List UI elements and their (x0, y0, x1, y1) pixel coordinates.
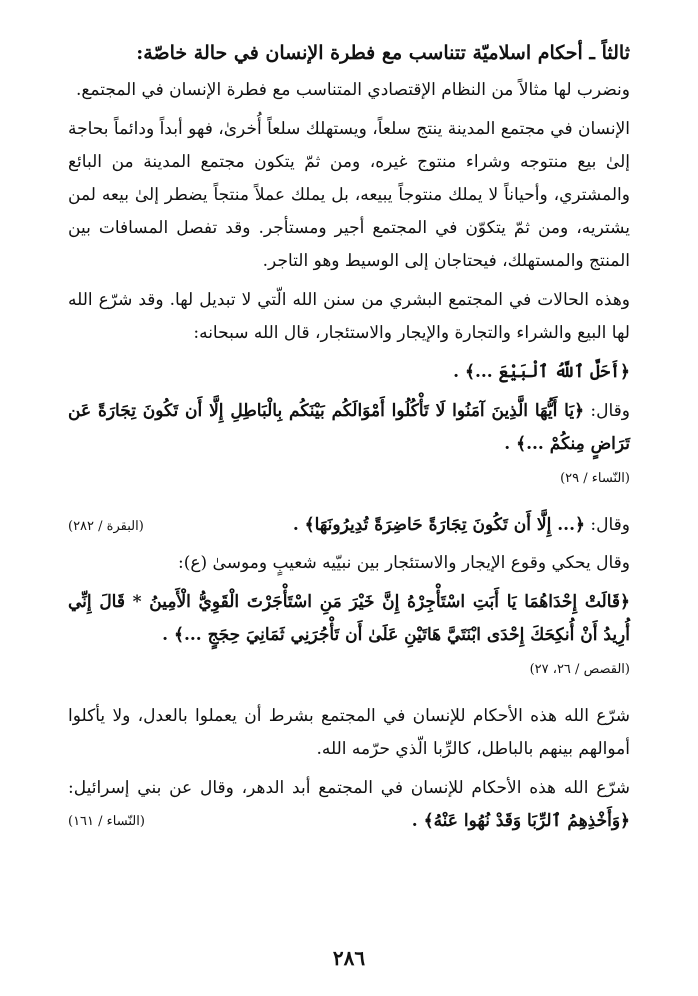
paragraph-bani-israil (68, 772, 630, 838)
paragraph-laws: وهذه الحالات في المجتمع البشري من سنن الله الّتي لا تبديل لها. وقد شرّع الله لها البيع والشراء والتجارة والإيجار والاستئجار، قال الله سبحانه: (68, 290, 630, 343)
reference-nisa-29: (النّساء / ٢٩) (560, 471, 630, 486)
paragraph-intro: ونضرب لها مثالاً من النظام الإقتصادي المتناسب مع فطرة الإنسان في المجتمع. (75, 80, 630, 100)
verse-consent-trade: ﴿يَا أَيُّهَا الَّذِينَ آمَنُوا لَا تَأْكُلُوا أَمْوَالَكُم بَيْنَكُم بِالْبَاطِلِ إِلَّا أَن تَكُونَ تِجَارَةً عَن تَرَاضٍ مِنكُمْ ...﴾ . (68, 401, 630, 454)
verse-present-trade: ﴿... إِلَّا أَن تَكُونَ تِجَارَةً حَاضِرَةً تُدِيرُونَهَا﴾ . (292, 515, 585, 535)
paragraph-city-society: الإنسان في مجتمع المدينة ينتج سلعاً، ويستهلك سلعاً أُخرىٰ، فهو أبداً ودائماً بحاجة إلىٰ بيع منتوجه وشراء منتوج غيره، ومن ثمّ يتكون مجتمع المدينة من البائع والمشتري، وأحياناً لا يملك منتوجاً يبيعه، بل يملك عملاً منتجاً يضطر إلىٰ بيعه لمن يشتريه، ومن ثمّ يتكوّن في المجتمع أجير ومستأجر. وقد تفصل المسافات بين المنتج والمستهلك، فيحتاجان إلى الوسيط وهو التاجر. (68, 119, 630, 271)
verse-intro: وقال: (590, 401, 631, 421)
reference-nisa-161: (النّساء / ١٦١) (68, 814, 145, 829)
section-heading: ثالثاً ـ أحكام اسلاميّة تتناسب مع فطرة الإنسان في حالة خاصّة: (136, 42, 630, 64)
paragraph-verse-2 (68, 395, 630, 461)
verse-trade-permitted: ﴿أَحَلَّ ٱللَّهُ ٱلْبَيْعَ ...﴾ . (453, 362, 630, 382)
verse-hiring: ﴿قَالَتْ إِحْدَاهُمَا يَا أَبَتِ اسْتَأْجِرْهُ إِنَّ خَيْرَ مَنِ اسْتَأْجَرْتَ الْقَوِيُّ الْأَمِينُ * قَالَ إِنِّي أُرِيدُ أَنْ أُنكِحَكَ إِحْدَى ابْنَتَيَّ هَاتَيْنِ عَلَىٰ أَن تَأْجُرَنِي ثَمَانِيَ حِجَجٍ ...﴾ . (68, 592, 630, 645)
paragraph-justice: شرّع الله هذه الأحكام للإنسان في المجتمع بشرط أن يعملوا بالعدل، ولا يأكلوا أموالهم بينهم بالباطل، كالرِّبا الّذي حرّمه الله. (68, 706, 630, 759)
verse-intro: وقال: (590, 515, 630, 535)
paragraph-shuayb-musa: وقال يحكي وقوع الإيجار والاستئجار بين نبيّيه شعيبٍ وموسىٰ (ع): (178, 553, 630, 573)
page-number: ٢٨٦ (332, 946, 366, 970)
reference-qasas-26-27: (القصص / ٢٦، ٢٧) (529, 662, 630, 677)
paragraph-verse-3 (68, 509, 630, 543)
verse-usury: ﴿وَأَخْذِهِمُ ٱلرِّبَا وَقَدْ نُهُوا عَنْهُ﴾ . (411, 811, 630, 831)
verse-intro: شرّع الله هذه الأحكام للإنسان في المجتمع أبد الدهر، وقال عن بني إسرائيل: (68, 778, 630, 798)
reference-baqara-282: (البقرة / ٢٨٢) (68, 519, 144, 534)
